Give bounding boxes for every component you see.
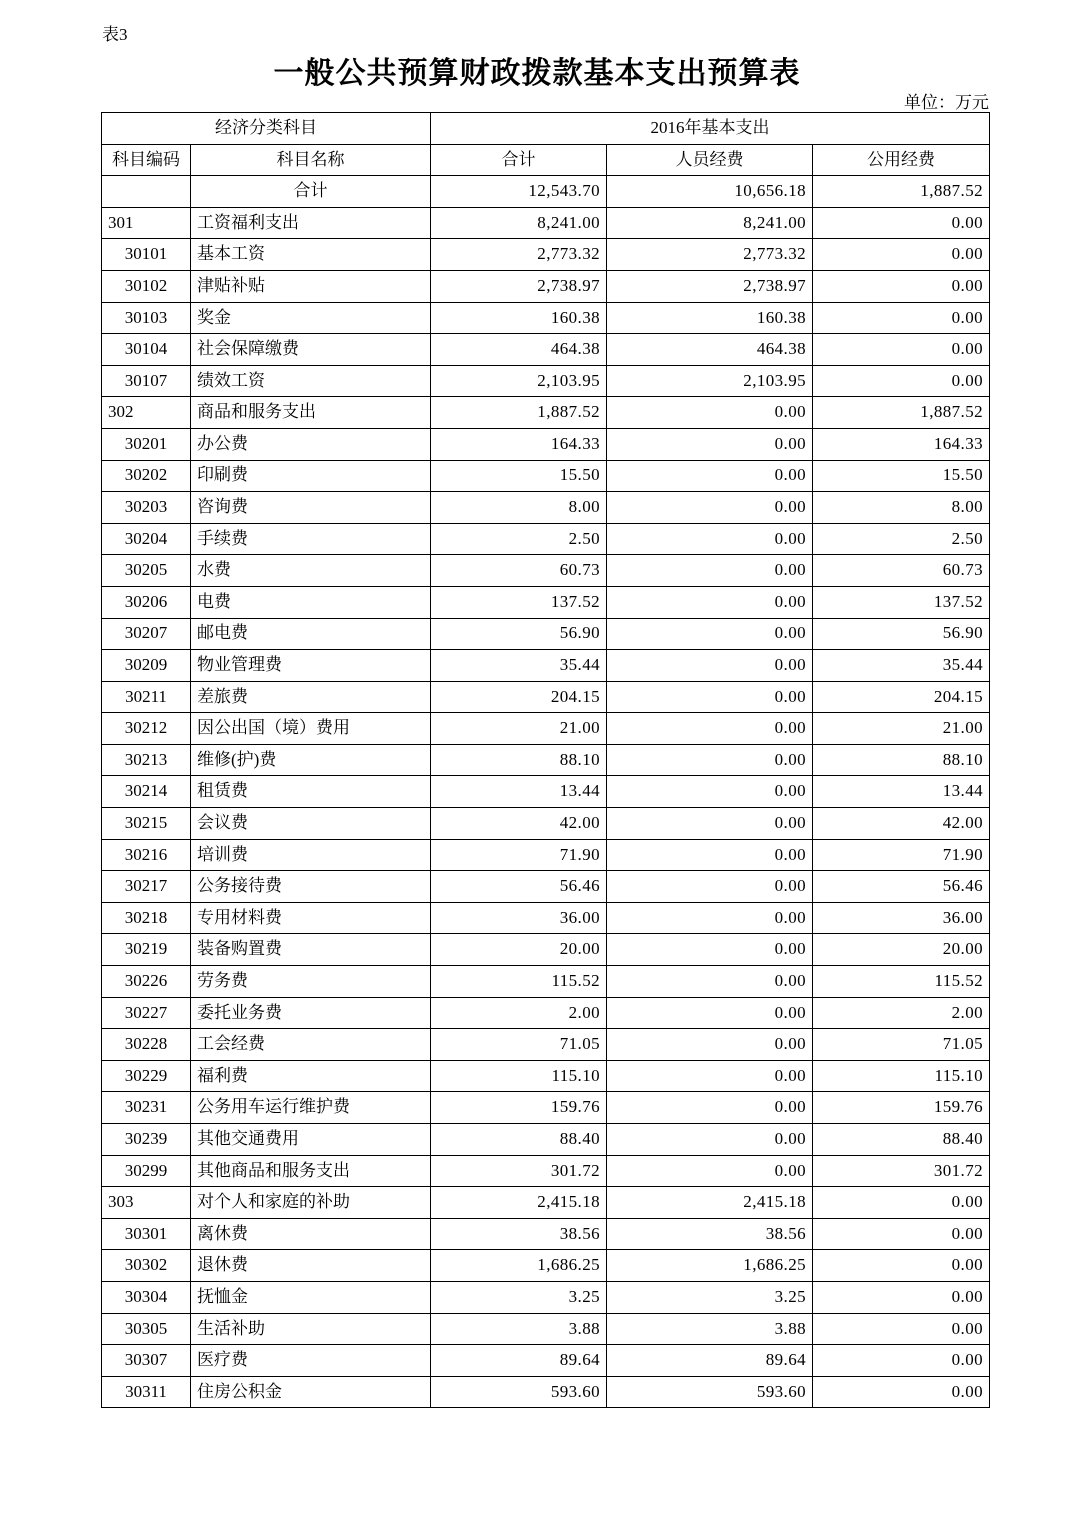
column-header-code: 科目编码 [102,144,191,176]
table-body [102,113,990,1408]
cell-name: 基本工资 [191,239,431,271]
cell-personnel: 0.00 [607,1155,813,1187]
cell-name: 社会保障缴费 [191,334,431,366]
cell-code: 30302 [102,1250,191,1282]
cell-code: 30301 [102,1218,191,1250]
cell-name: 培训费 [191,839,431,871]
cell-code: 30102 [102,270,191,302]
cell-name: 奖金 [191,302,431,334]
cell-name: 装备购置费 [191,934,431,966]
table-row [102,1313,990,1345]
cell-name: 委托业务费 [191,997,431,1029]
cell-code: 30227 [102,997,191,1029]
cell-code: 30207 [102,618,191,650]
cell-public: 21.00 [813,713,990,745]
cell-public: 71.90 [813,839,990,871]
cell-public: 137.52 [813,586,990,618]
table-row [102,966,990,998]
cell-code: 30299 [102,1155,191,1187]
cell-personnel: 0.00 [607,428,813,460]
cell-personnel: 2,103.95 [607,365,813,397]
cell-public: 88.10 [813,744,990,776]
cell-personnel: 8,241.00 [607,207,813,239]
cell-public: 2.50 [813,523,990,555]
cell-public: 0.00 [813,1281,990,1313]
cell-personnel: 0.00 [607,871,813,903]
budget-table [101,112,990,1408]
cell-public: 0.00 [813,365,990,397]
table-row [102,586,990,618]
cell-personnel: 0.00 [607,523,813,555]
table-row [102,523,990,555]
cell-code: 30307 [102,1345,191,1377]
table-header-group-row [102,113,990,145]
cell-personnel: 2,415.18 [607,1187,813,1219]
cell-code: 30204 [102,523,191,555]
cell-code: 30213 [102,744,191,776]
cell-code: 30304 [102,1281,191,1313]
cell-public: 8.00 [813,492,990,524]
cell-personnel: 0.00 [607,934,813,966]
cell-total: 159.76 [431,1092,607,1124]
table-row [102,997,990,1029]
cell-total: 12,543.70 [431,176,607,208]
column-header-total: 合计 [431,144,607,176]
cell-total: 3.88 [431,1313,607,1345]
cell-public: 56.90 [813,618,990,650]
table-row [102,460,990,492]
cell-code: 30104 [102,334,191,366]
cell-code: 30215 [102,808,191,840]
cell-personnel: 0.00 [607,1060,813,1092]
cell-name: 医疗费 [191,1345,431,1377]
header-group-basic-expenditure: 2016年基本支出 [431,113,990,145]
cell-public: 0.00 [813,1345,990,1377]
cell-name: 生活补助 [191,1313,431,1345]
cell-name: 电费 [191,586,431,618]
cell-name: 商品和服务支出 [191,397,431,429]
table-row [102,334,990,366]
table-row [102,776,990,808]
cell-personnel: 0.00 [607,902,813,934]
cell-personnel: 0.00 [607,618,813,650]
cell-total: 2,415.18 [431,1187,607,1219]
cell-personnel: 3.88 [607,1313,813,1345]
cell-total: 71.05 [431,1029,607,1061]
cell-total: 71.90 [431,839,607,871]
cell-public: 13.44 [813,776,990,808]
cell-public: 0.00 [813,1376,990,1408]
cell-total: 1,887.52 [431,397,607,429]
cell-total: 115.10 [431,1060,607,1092]
cell-personnel: 0.00 [607,586,813,618]
cell-code: 30101 [102,239,191,271]
table-row [102,555,990,587]
table-row [102,1060,990,1092]
cell-code: 303 [102,1187,191,1219]
cell-total: 13.44 [431,776,607,808]
table-row [102,1281,990,1313]
cell-name: 维修(护)费 [191,744,431,776]
cell-personnel: 0.00 [607,1029,813,1061]
cell-total: 35.44 [431,650,607,682]
cell-public: 35.44 [813,650,990,682]
cell-total: 115.52 [431,966,607,998]
cell-total: 2,773.32 [431,239,607,271]
cell-public: 0.00 [813,1187,990,1219]
page-title: 一般公共预算财政拨款基本支出预算表 [273,57,801,90]
cell-total: 21.00 [431,713,607,745]
cell-public: 0.00 [813,302,990,334]
cell-public: 164.33 [813,428,990,460]
cell-public: 0.00 [813,334,990,366]
cell-personnel: 0.00 [607,997,813,1029]
cell-total: 2,738.97 [431,270,607,302]
cell-personnel: 0.00 [607,713,813,745]
table-row [102,618,990,650]
cell-name: 工会经费 [191,1029,431,1061]
table-row [102,492,990,524]
cell-public: 42.00 [813,808,990,840]
cell-public: 1,887.52 [813,176,990,208]
cell-name: 专用材料费 [191,902,431,934]
cell-total: 60.73 [431,555,607,587]
table-row [102,1376,990,1408]
cell-personnel: 1,686.25 [607,1250,813,1282]
cell-public: 159.76 [813,1092,990,1124]
table-row [102,207,990,239]
cell-personnel: 464.38 [607,334,813,366]
column-header-name: 科目名称 [191,144,431,176]
cell-code: 30205 [102,555,191,587]
cell-public: 0.00 [813,270,990,302]
cell-public: 0.00 [813,239,990,271]
column-header-personnel: 人员经费 [607,144,813,176]
cell-public: 1,887.52 [813,397,990,429]
table-row [102,1092,990,1124]
table-row [102,1124,990,1156]
sheet-label: 表3 [102,25,128,44]
cell-total: 89.64 [431,1345,607,1377]
cell-personnel: 38.56 [607,1218,813,1250]
cell-name: 其他交通费用 [191,1124,431,1156]
cell-name: 差旅费 [191,681,431,713]
cell-code: 301 [102,207,191,239]
cell-code: 30201 [102,428,191,460]
table-row [102,744,990,776]
cell-code: 30217 [102,871,191,903]
cell-code: 30206 [102,586,191,618]
cell-total: 137.52 [431,586,607,618]
cell-public: 88.40 [813,1124,990,1156]
cell-personnel: 0.00 [607,397,813,429]
cell-public: 0.00 [813,1313,990,1345]
cell-code: 30219 [102,934,191,966]
table-row [102,1250,990,1282]
cell-name: 物业管理费 [191,650,431,682]
table-row [102,270,990,302]
cell-code: 30239 [102,1124,191,1156]
cell-personnel: 10,656.18 [607,176,813,208]
cell-total: 15.50 [431,460,607,492]
table-row [102,302,990,334]
cell-name: 工资福利支出 [191,207,431,239]
cell-code: 30216 [102,839,191,871]
cell-total: 38.56 [431,1218,607,1250]
cell-public: 0.00 [813,207,990,239]
cell-code: 30211 [102,681,191,713]
cell-name: 福利费 [191,1060,431,1092]
cell-name: 咨询费 [191,492,431,524]
cell-name: 抚恤金 [191,1281,431,1313]
cell-public: 115.10 [813,1060,990,1092]
cell-personnel: 3.25 [607,1281,813,1313]
cell-total: 2.00 [431,997,607,1029]
cell-personnel: 0.00 [607,492,813,524]
cell-name: 会议费 [191,808,431,840]
cell-personnel: 2,738.97 [607,270,813,302]
cell-public: 2.00 [813,997,990,1029]
table-row [102,1345,990,1377]
cell-code: 30228 [102,1029,191,1061]
budget-table-container [101,112,989,1408]
cell-personnel: 0.00 [607,776,813,808]
cell-code: 30214 [102,776,191,808]
table-row [102,713,990,745]
cell-total: 2,103.95 [431,365,607,397]
cell-total: 160.38 [431,302,607,334]
cell-name: 公务用车运行维护费 [191,1092,431,1124]
cell-total: 164.33 [431,428,607,460]
cell-code [102,176,191,208]
cell-total: 464.38 [431,334,607,366]
cell-public: 56.46 [813,871,990,903]
cell-name: 手续费 [191,523,431,555]
table-row [102,934,990,966]
cell-name: 住房公积金 [191,1376,431,1408]
cell-code: 30229 [102,1060,191,1092]
cell-code: 30107 [102,365,191,397]
cell-personnel: 2,773.32 [607,239,813,271]
cell-public: 20.00 [813,934,990,966]
cell-personnel: 0.00 [607,808,813,840]
cell-total: 204.15 [431,681,607,713]
table-row [102,1218,990,1250]
cell-public: 60.73 [813,555,990,587]
cell-name: 邮电费 [191,618,431,650]
cell-total: 2.50 [431,523,607,555]
cell-name: 津贴补贴 [191,270,431,302]
cell-total: 301.72 [431,1155,607,1187]
cell-total: 88.40 [431,1124,607,1156]
cell-code: 30103 [102,302,191,334]
table-row [102,902,990,934]
cell-public: 204.15 [813,681,990,713]
cell-personnel: 0.00 [607,744,813,776]
table-row [102,239,990,271]
cell-total: 8.00 [431,492,607,524]
cell-total: 3.25 [431,1281,607,1313]
cell-total: 8,241.00 [431,207,607,239]
cell-total: 593.60 [431,1376,607,1408]
table-row [102,1029,990,1061]
table-header-row [102,144,990,176]
table-row [102,397,990,429]
table-row [102,650,990,682]
cell-code: 30226 [102,966,191,998]
cell-total: 56.90 [431,618,607,650]
cell-personnel: 0.00 [607,839,813,871]
cell-public: 0.00 [813,1218,990,1250]
table-row [102,871,990,903]
cell-personnel: 0.00 [607,681,813,713]
cell-total: 36.00 [431,902,607,934]
cell-name: 退休费 [191,1250,431,1282]
cell-personnel: 0.00 [607,1092,813,1124]
cell-public: 115.52 [813,966,990,998]
cell-public: 71.05 [813,1029,990,1061]
cell-personnel: 160.38 [607,302,813,334]
cell-total: 56.46 [431,871,607,903]
cell-name: 劳务费 [191,966,431,998]
cell-personnel: 0.00 [607,1124,813,1156]
cell-public: 36.00 [813,902,990,934]
cell-name: 绩效工资 [191,365,431,397]
cell-name: 水费 [191,555,431,587]
cell-name: 公务接待费 [191,871,431,903]
table-row [102,365,990,397]
cell-code: 30203 [102,492,191,524]
cell-name: 其他商品和服务支出 [191,1155,431,1187]
cell-total: 42.00 [431,808,607,840]
cell-code: 30311 [102,1376,191,1408]
cell-personnel: 89.64 [607,1345,813,1377]
table-row [102,1187,990,1219]
cell-personnel: 0.00 [607,555,813,587]
cell-personnel: 0.00 [607,650,813,682]
cell-total: 88.10 [431,744,607,776]
table-row [102,808,990,840]
cell-code: 30202 [102,460,191,492]
header-group-economic-category: 经济分类科目 [102,113,431,145]
cell-personnel: 593.60 [607,1376,813,1408]
column-header-public: 公用经费 [813,144,990,176]
cell-name: 因公出国（境）费用 [191,713,431,745]
cell-name: 离休费 [191,1218,431,1250]
cell-code: 30209 [102,650,191,682]
table-row [102,681,990,713]
cell-code: 30231 [102,1092,191,1124]
unit-note: 单位：万元 [904,93,989,112]
cell-name: 对个人和家庭的补助 [191,1187,431,1219]
cell-public: 15.50 [813,460,990,492]
cell-total: 1,686.25 [431,1250,607,1282]
cell-code: 302 [102,397,191,429]
table-row [102,428,990,460]
table-row [102,839,990,871]
cell-name: 办公费 [191,428,431,460]
cell-personnel: 0.00 [607,460,813,492]
cell-name: 印刷费 [191,460,431,492]
cell-code: 30218 [102,902,191,934]
cell-total: 20.00 [431,934,607,966]
table-row [102,1155,990,1187]
cell-name: 合计 [191,176,431,208]
cell-code: 30305 [102,1313,191,1345]
cell-public: 301.72 [813,1155,990,1187]
cell-public: 0.00 [813,1250,990,1282]
cell-personnel: 0.00 [607,966,813,998]
cell-code: 30212 [102,713,191,745]
cell-name: 租赁费 [191,776,431,808]
table-row [102,176,990,208]
